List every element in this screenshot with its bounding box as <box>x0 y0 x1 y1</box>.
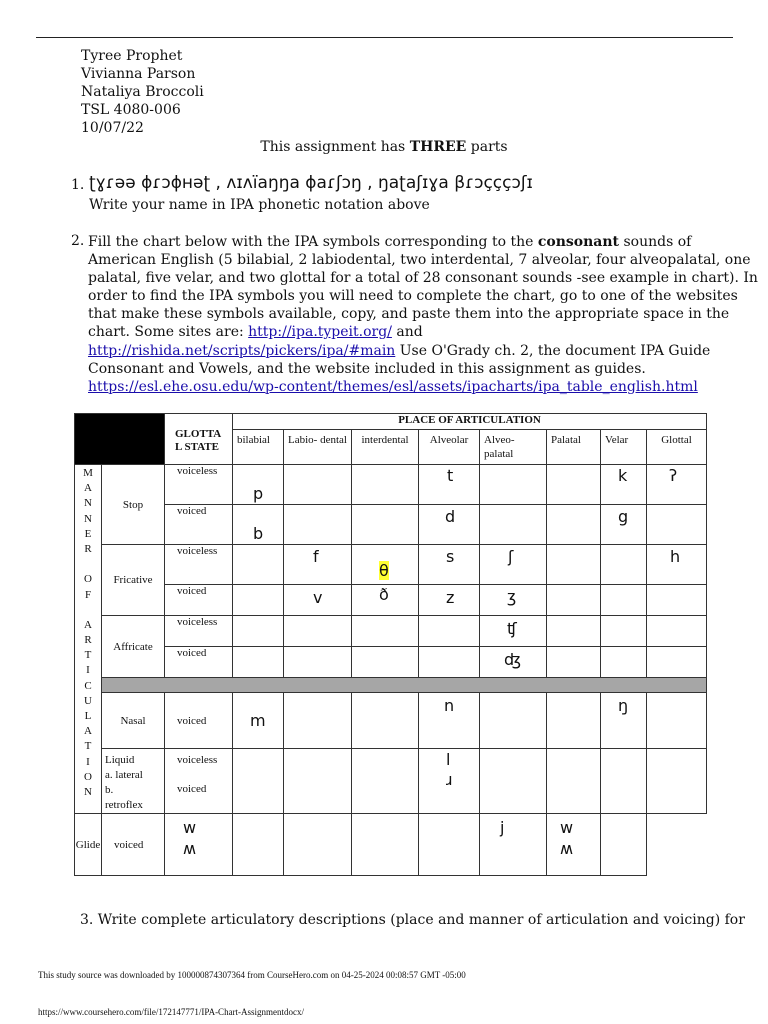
cell <box>480 465 547 505</box>
manner-vertical-letter: N <box>84 785 92 798</box>
manner-vertical-letter: I <box>86 755 90 768</box>
manner-vertical-letter: I <box>86 664 90 677</box>
col-velar: Velar <box>601 430 647 465</box>
cell <box>352 647 419 678</box>
cell-fric-vl-alveopalatal: ʃ <box>480 545 547 585</box>
voicing-label: voiced <box>165 693 233 749</box>
col-alveolar: Alveolar <box>419 430 480 465</box>
manner-liquid: Liquid a. lateral b. retroflex <box>102 749 165 814</box>
cell <box>547 545 601 585</box>
student-name: Tyree Prophet <box>81 48 183 64</box>
cell <box>284 814 352 876</box>
cell <box>547 465 601 505</box>
link-rishida[interactable]: http://rishida.net/scripts/pickers/ipa/#main <box>88 342 396 359</box>
cell <box>601 814 647 876</box>
manner-vertical-letter: A <box>84 725 92 738</box>
question-1-instruction: Write your name in IPA phonetic notation above <box>89 197 430 213</box>
cell <box>601 749 647 814</box>
cell <box>647 616 707 647</box>
question-3-text: 3. Write complete articulatory descriptions (place and manner of articulation and voicing) for <box>80 912 745 928</box>
cell-stop-vl-bilabial: p <box>233 465 284 505</box>
question-1-number: 1. <box>71 177 85 193</box>
manner-vertical-letter: M <box>83 467 93 479</box>
cell <box>480 505 547 545</box>
cell-nasal-bilabial: m <box>233 693 284 749</box>
manner-of-articulation-vertical-label <box>75 465 102 814</box>
voicing-label: voiceless <box>165 465 233 505</box>
manner-vertical-letter: A <box>84 618 92 631</box>
manner-affricate: Affricate <box>102 616 165 678</box>
cell-fric-vl-interdental: θ <box>352 545 419 585</box>
voicing-label: voiceless voiced <box>165 749 233 814</box>
cell <box>352 465 419 505</box>
cell-nasal-alveolar: n <box>419 693 480 749</box>
cell <box>647 693 707 749</box>
course-code: TSL 4080-006 <box>81 102 181 118</box>
cell <box>233 585 284 616</box>
cell <box>284 647 352 678</box>
cell <box>647 749 707 814</box>
cell <box>284 505 352 545</box>
cell <box>647 647 707 678</box>
cell <box>284 616 352 647</box>
student-name: Vivianna Parson <box>81 66 196 82</box>
cell <box>419 616 480 647</box>
cell-stop-vl-velar: k <box>601 465 647 505</box>
cell <box>233 749 284 814</box>
cell <box>547 693 601 749</box>
cell-stop-vl-alveolar: t <box>419 465 480 505</box>
cell <box>352 616 419 647</box>
assignment-note: This assignment has THREE parts <box>260 139 508 155</box>
glottal-state-header: GLOTTA L STATE <box>165 414 233 465</box>
cell <box>601 616 647 647</box>
cell <box>547 505 601 545</box>
cell <box>233 616 284 647</box>
manner-vertical-letter: L <box>84 710 92 722</box>
student-name: Nataliya Broccoli <box>81 84 204 100</box>
cell-fric-vd-alveolar: z <box>419 585 480 616</box>
manner-glide: Glide <box>75 814 102 876</box>
manner-vertical-letter: U <box>84 694 92 707</box>
question-2-number: 2. <box>71 233 85 249</box>
ipa-name-transcription: ʈɣɾəə ɸɾɔɸнəʈ , ʌɪʌïaŋŋa ɸaɾʃɔŋ , ŋaʈaʃɪɣa βɾɔçççɔʃɪ <box>89 173 533 193</box>
voicing-label: voiceless <box>165 545 233 585</box>
cell <box>601 647 647 678</box>
voicing-label: voiceless <box>165 616 233 647</box>
manner-vertical-letter: E <box>84 527 92 540</box>
download-notice: This study source was downloaded by 100000874307364 from CourseHero.com on 04-25-2024 00:08:57 GMT -05:00 <box>38 970 466 980</box>
col-labiodental: Labio- dental <box>284 430 352 465</box>
cell <box>601 545 647 585</box>
cell <box>647 505 707 545</box>
manner-vertical-letter: T <box>84 740 92 753</box>
cell <box>547 616 601 647</box>
cell <box>284 693 352 749</box>
cell <box>352 814 419 876</box>
cell-stop-vl-glottal: ʔ <box>647 465 707 505</box>
cell-stop-vd-velar: g <box>601 505 647 545</box>
manner-vertical-letter: A <box>84 482 92 495</box>
col-alveopalatal: Alveo- palatal <box>480 430 547 465</box>
manner-vertical-letter: C <box>84 679 92 692</box>
cell-fric-vd-alveopalatal: ʒ <box>480 585 547 616</box>
manner-stop: Stop <box>102 465 165 545</box>
ipa-consonant-chart <box>74 413 706 873</box>
cell-glide-palatal: j <box>480 814 547 876</box>
cell <box>480 749 547 814</box>
cell-nasal-velar: ŋ <box>601 693 647 749</box>
cell-fric-vl-glottal: h <box>647 545 707 585</box>
col-palatal: Palatal <box>547 430 601 465</box>
cell <box>233 814 284 876</box>
student-header <box>81 47 204 137</box>
manner-vertical-letter: R <box>84 542 92 555</box>
cell-fric-vd-interdental: ð <box>352 585 419 616</box>
col-bilabial: bilabial <box>233 430 284 465</box>
cell-aff-vl-alveopalatal: ʧ <box>480 616 547 647</box>
manner-vertical-letter: F <box>84 588 92 601</box>
cell-fric-vl-labiodental: f <box>284 545 352 585</box>
cell <box>547 585 601 616</box>
cell <box>601 585 647 616</box>
cell <box>284 465 352 505</box>
cell-stop-vd-bilabial: b <box>233 505 284 545</box>
cell <box>419 647 480 678</box>
manner-vertical-letter: N <box>84 512 92 525</box>
cell <box>480 693 547 749</box>
cell <box>233 647 284 678</box>
col-glottal: Glottal <box>647 430 707 465</box>
manner-vertical-letter: N <box>84 497 92 510</box>
cell <box>547 647 601 678</box>
cell-aff-vd-alveopalatal: ʤ <box>480 647 547 678</box>
source-url: https://www.coursehero.com/file/172147771/IPA-Chart-Assignmentdocx/ <box>38 1007 305 1017</box>
chart-separator <box>102 678 707 693</box>
manner-nasal: Nasal <box>102 693 165 749</box>
cell <box>647 585 707 616</box>
cell-fric-vl-alveolar: s <box>419 545 480 585</box>
cell-glide-bilabial: w ʍ <box>165 814 233 876</box>
date: 10/07/22 <box>81 120 144 136</box>
link-osu-ipa-chart[interactable]: https://esl.ehe.osu.edu/wp-content/themes/esl/assets/ipacharts/ipa_table_english.html <box>88 378 698 395</box>
manner-vertical-letter <box>75 604 101 619</box>
cell <box>352 749 419 814</box>
cell <box>352 505 419 545</box>
cell-glide-velar: w ʍ <box>547 814 601 876</box>
col-interdental: interdental <box>352 430 419 465</box>
manner-vertical-letter: R <box>84 634 92 647</box>
cell <box>352 693 419 749</box>
link-ipa-typeit[interactable]: http://ipa.typeit.org/ <box>248 324 392 341</box>
manner-fricative: Fricative <box>102 545 165 616</box>
question-2-text: Fill the chart below with the IPA symbols corresponding to the consonant sounds of American English (5 bilabial, 2 labiodental, two interdental, 7 alveolar, four alveopalatal, one palatal, five velar, and two glottal for a total of 28 consonant sounds -see example in chart). In order to find the IPA symbols you will need to complete the chart, go to one of the websites that make these symbols available, copy, and paste them into the appropriate space in the chart. Some sites are: http://ipa.typeit.org/ and http://rishida.net/scripts/pickers/ipa/#main Use O'Grady ch. 2, the document IPA Guide Consonant and Vowels, and the website included in this assignment as guides. https://esl.ehe.osu.edu/wp-content/themes/esl/assets/ipacharts/ipa_table_english.html <box>88 234 758 395</box>
voicing-label: voiced <box>165 585 233 616</box>
manner-vertical-letter <box>75 558 101 573</box>
cell-liquid-alveolar: l ɹ <box>419 749 480 814</box>
cell <box>419 814 480 876</box>
manner-vertical-letter: O <box>84 573 92 586</box>
cell-fric-vd-labiodental: v <box>284 585 352 616</box>
top-rule <box>36 37 733 38</box>
voicing-label: voiced <box>165 505 233 545</box>
corner-cell <box>75 414 165 465</box>
manner-vertical-letter: O <box>84 770 92 783</box>
place-of-articulation-header: PLACE OF ARTICULATION <box>233 414 707 430</box>
cell <box>284 749 352 814</box>
cell <box>233 545 284 585</box>
manner-vertical-letter: T <box>84 649 92 662</box>
voicing-label: voiced <box>165 647 233 678</box>
voicing-label: voiced <box>102 814 165 876</box>
cell <box>547 749 601 814</box>
cell-stop-vd-alveolar: d <box>419 505 480 545</box>
